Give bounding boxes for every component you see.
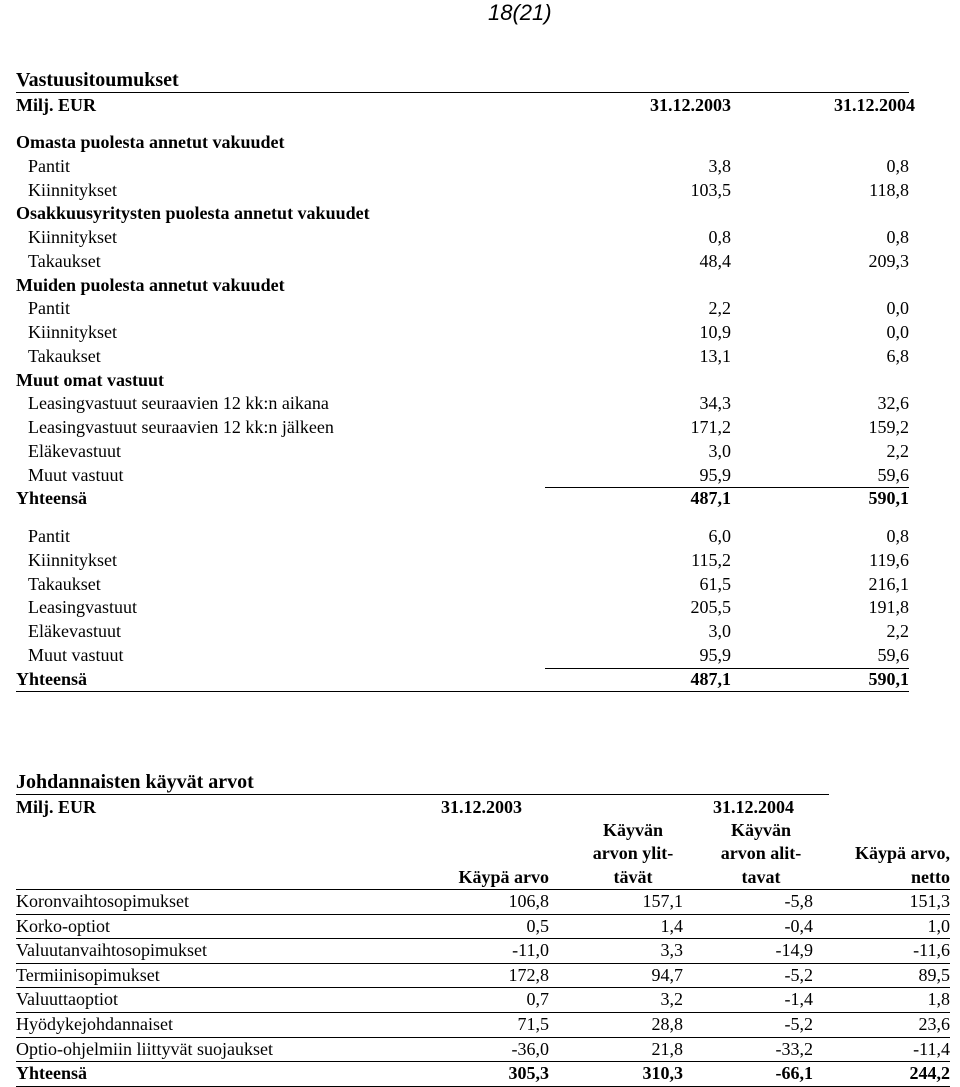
value-2003: 3,0 xyxy=(708,621,731,641)
table-row xyxy=(16,226,909,250)
value-2003: 171,2 xyxy=(690,417,731,437)
row-label: Muiden puolesta annetut vakuudet xyxy=(16,274,285,295)
table-row xyxy=(16,440,909,464)
table-row xyxy=(16,573,909,597)
commitments-title: Vastuusitoumukset xyxy=(16,69,179,91)
value-2003: 115,2 xyxy=(691,549,731,570)
value-2004: 32,6 xyxy=(877,393,909,414)
fair-value: 172,8 xyxy=(508,964,549,985)
below-value: -33,2 xyxy=(775,1038,813,1059)
exceeding-value: 157,1 xyxy=(642,891,683,911)
row-label: Pantit xyxy=(28,298,71,319)
value-2003: 487,1 xyxy=(690,668,731,689)
value-2004: 159,2 xyxy=(868,417,909,437)
row-label: Eläkevastuut xyxy=(28,440,121,461)
value-2004: 0,8 xyxy=(886,526,909,546)
row-label: Kiinnitykset xyxy=(28,322,117,342)
section-heading xyxy=(16,274,909,298)
table-row xyxy=(16,392,909,416)
exceeding-value: 21,8 xyxy=(651,1038,683,1059)
section-heading xyxy=(16,369,909,393)
row-label: Yhteensä xyxy=(16,668,87,689)
row-label: Pantit xyxy=(28,526,71,546)
row-label: Muut vastuut xyxy=(28,464,124,485)
fair-value: 0,5 xyxy=(526,915,549,936)
value-2004: 59,6 xyxy=(877,464,909,485)
table-row xyxy=(16,416,909,440)
derivatives-body xyxy=(16,889,950,1087)
net-value: 1,8 xyxy=(927,989,950,1010)
net-value: 1,0 xyxy=(927,915,950,936)
total-row xyxy=(16,487,909,511)
below-value: -0,4 xyxy=(784,915,813,936)
header-net: Käypä arvo, netto xyxy=(854,843,950,887)
row-label: Kiinnitykset xyxy=(28,549,117,570)
row-label: Leasingvastuut xyxy=(28,597,137,618)
row-label: Kiinnitykset xyxy=(28,179,117,200)
commitments-body xyxy=(16,131,909,511)
row-label: Eläkevastuut xyxy=(28,621,121,641)
value-2003: 3,0 xyxy=(708,440,731,461)
below-value: -1,4 xyxy=(784,989,813,1010)
row-label: Leasingvastuut seuraavien 12 kk:n aikana xyxy=(28,393,329,414)
fair-value: 106,8 xyxy=(508,891,549,911)
table-row xyxy=(16,889,950,914)
below-value: -5,2 xyxy=(784,1013,813,1034)
value-2004: 216,1 xyxy=(868,573,909,594)
value-2003: 10,9 xyxy=(699,322,731,342)
derivatives-column-headers xyxy=(16,819,950,889)
value-2004: 0,8 xyxy=(886,227,909,247)
table-row xyxy=(16,938,950,963)
value-2003: 34,3 xyxy=(699,393,731,414)
table-row xyxy=(16,963,950,988)
row-label: Yhteensä xyxy=(16,488,87,509)
row-label: Takaukset xyxy=(28,345,101,366)
row-label: Muut vastuut xyxy=(28,644,124,665)
net-value: -11,6 xyxy=(913,940,950,961)
below-value: -14,9 xyxy=(775,940,813,961)
table-row xyxy=(16,1037,950,1062)
fair-value: 71,5 xyxy=(517,1013,549,1034)
net-value: 89,5 xyxy=(918,964,950,985)
row-label: Osakkuusyritysten puolesta annetut vakuudet xyxy=(16,203,370,224)
value-2003: 61,5 xyxy=(699,573,731,594)
value-2004: 209,3 xyxy=(868,250,909,271)
net-value: 23,6 xyxy=(918,1013,950,1034)
table-row xyxy=(16,464,909,488)
total-row xyxy=(16,1061,950,1087)
table-row xyxy=(16,179,909,203)
value-2004: 59,6 xyxy=(877,644,909,665)
value-2003: 2,2 xyxy=(708,298,731,319)
value-2003: 0,8 xyxy=(708,227,731,247)
row-label: Pantit xyxy=(28,155,71,176)
row-label: Yhteensä xyxy=(16,1063,87,1084)
row-label: Korko-optiot xyxy=(16,915,110,936)
table-row xyxy=(16,297,909,321)
column-2004: 31.12.2004 xyxy=(713,797,794,817)
value-2004: 6,8 xyxy=(886,345,909,366)
section-heading xyxy=(16,202,909,226)
value-2003: 3,8 xyxy=(708,155,731,176)
table-row xyxy=(16,321,909,345)
exceeding-value: 1,4 xyxy=(660,915,683,936)
value-2004: 2,2 xyxy=(886,440,909,461)
table-row xyxy=(16,644,909,668)
value-2003: 95,9 xyxy=(699,464,731,485)
row-label: Muut omat vastuut xyxy=(16,369,165,390)
value-2004: 191,8 xyxy=(868,597,909,618)
row-label: Omasta puolesta annetut vakuudet xyxy=(16,132,285,152)
derivatives-header-row xyxy=(16,794,829,819)
row-label: Valuuttaoptiot xyxy=(16,989,118,1010)
value-2004: 118,8 xyxy=(869,179,909,200)
column-2003: 31.12.2003 xyxy=(650,95,731,115)
header-fair-value: Käypä arvo xyxy=(458,866,549,887)
exceeding-value: 3,3 xyxy=(660,940,683,961)
value-2003: 487,1 xyxy=(690,488,731,509)
net-value: -11,4 xyxy=(913,1038,950,1059)
below-value: -5,2 xyxy=(784,964,813,985)
column-2003: 31.12.2003 xyxy=(441,797,522,817)
value-2003: 13,1 xyxy=(699,345,731,366)
column-2004: 31.12.2004 xyxy=(834,95,915,115)
table-row xyxy=(16,620,909,644)
table-row xyxy=(16,525,909,549)
row-label: Valuutanvaihtosopimukset xyxy=(16,940,207,961)
value-2003: 6,0 xyxy=(708,526,731,546)
row-label: Hyödykejohdannaiset xyxy=(16,1013,173,1034)
row-label: Optio-ohjelmiin liittyvät suojaukset xyxy=(16,1038,273,1059)
value-2003: 205,5 xyxy=(690,597,731,618)
exceeding-value: 3,2 xyxy=(660,989,683,1010)
total-row xyxy=(16,668,909,692)
commitments-header-row xyxy=(16,92,915,117)
below-value: -5,8 xyxy=(784,891,813,911)
fair-value: -11,0 xyxy=(512,940,549,961)
table-row xyxy=(16,250,909,274)
value-2004: 590,1 xyxy=(868,668,909,689)
net-value: 244,2 xyxy=(909,1063,950,1084)
summary-bottom-rule xyxy=(16,691,909,692)
table-row xyxy=(16,155,909,179)
value-2003: 48,4 xyxy=(699,250,731,271)
fair-value: 305,3 xyxy=(508,1063,549,1084)
commitments-table xyxy=(16,68,915,691)
table-row xyxy=(16,549,909,573)
row-label: Kiinnitykset xyxy=(28,227,117,247)
value-2004: 2,2 xyxy=(886,621,909,641)
table-row xyxy=(16,596,909,620)
row-label: Takaukset xyxy=(28,573,101,594)
net-value: 151,3 xyxy=(909,891,950,911)
unit-label: Milj. EUR xyxy=(16,797,96,817)
exceeding-value: 28,8 xyxy=(651,1013,683,1034)
row-label: Termiinisopimukset xyxy=(16,964,160,985)
below-value: -66,1 xyxy=(775,1063,813,1084)
page-number: 18(21) xyxy=(488,0,552,25)
value-2003: 103,5 xyxy=(690,179,731,200)
table-row xyxy=(16,987,950,1012)
fair-value: 0,7 xyxy=(526,989,549,1010)
value-2004: 0,0 xyxy=(886,322,909,342)
exceeding-value: 94,7 xyxy=(651,964,683,985)
table-row xyxy=(16,1012,950,1037)
value-2004: 590,1 xyxy=(868,488,909,509)
header-exceeding: Käyvän arvon ylit- tävät xyxy=(592,820,674,887)
row-label: Koronvaihtosopimukset xyxy=(16,891,189,911)
derivatives-table xyxy=(16,770,950,1087)
derivatives-title: Johdannaisten käyvät arvot xyxy=(16,771,254,793)
fair-value: -36,0 xyxy=(511,1038,549,1059)
value-2004: 0,0 xyxy=(886,298,909,319)
row-label: Leasingvastuut seuraavien 12 kk:n jälkeen xyxy=(28,417,334,437)
table-row xyxy=(16,914,950,939)
table-row xyxy=(16,345,909,369)
value-2004: 119,6 xyxy=(869,549,909,570)
row-label: Takaukset xyxy=(28,250,101,271)
commitments-summary xyxy=(16,525,909,691)
unit-label: Milj. EUR xyxy=(16,95,96,115)
header-below: Käyvän arvon alit- tavat xyxy=(720,820,802,887)
exceeding-value: 310,3 xyxy=(642,1063,683,1084)
value-2004: 0,8 xyxy=(886,155,909,176)
section-heading xyxy=(16,131,909,155)
value-2003: 95,9 xyxy=(699,644,731,665)
